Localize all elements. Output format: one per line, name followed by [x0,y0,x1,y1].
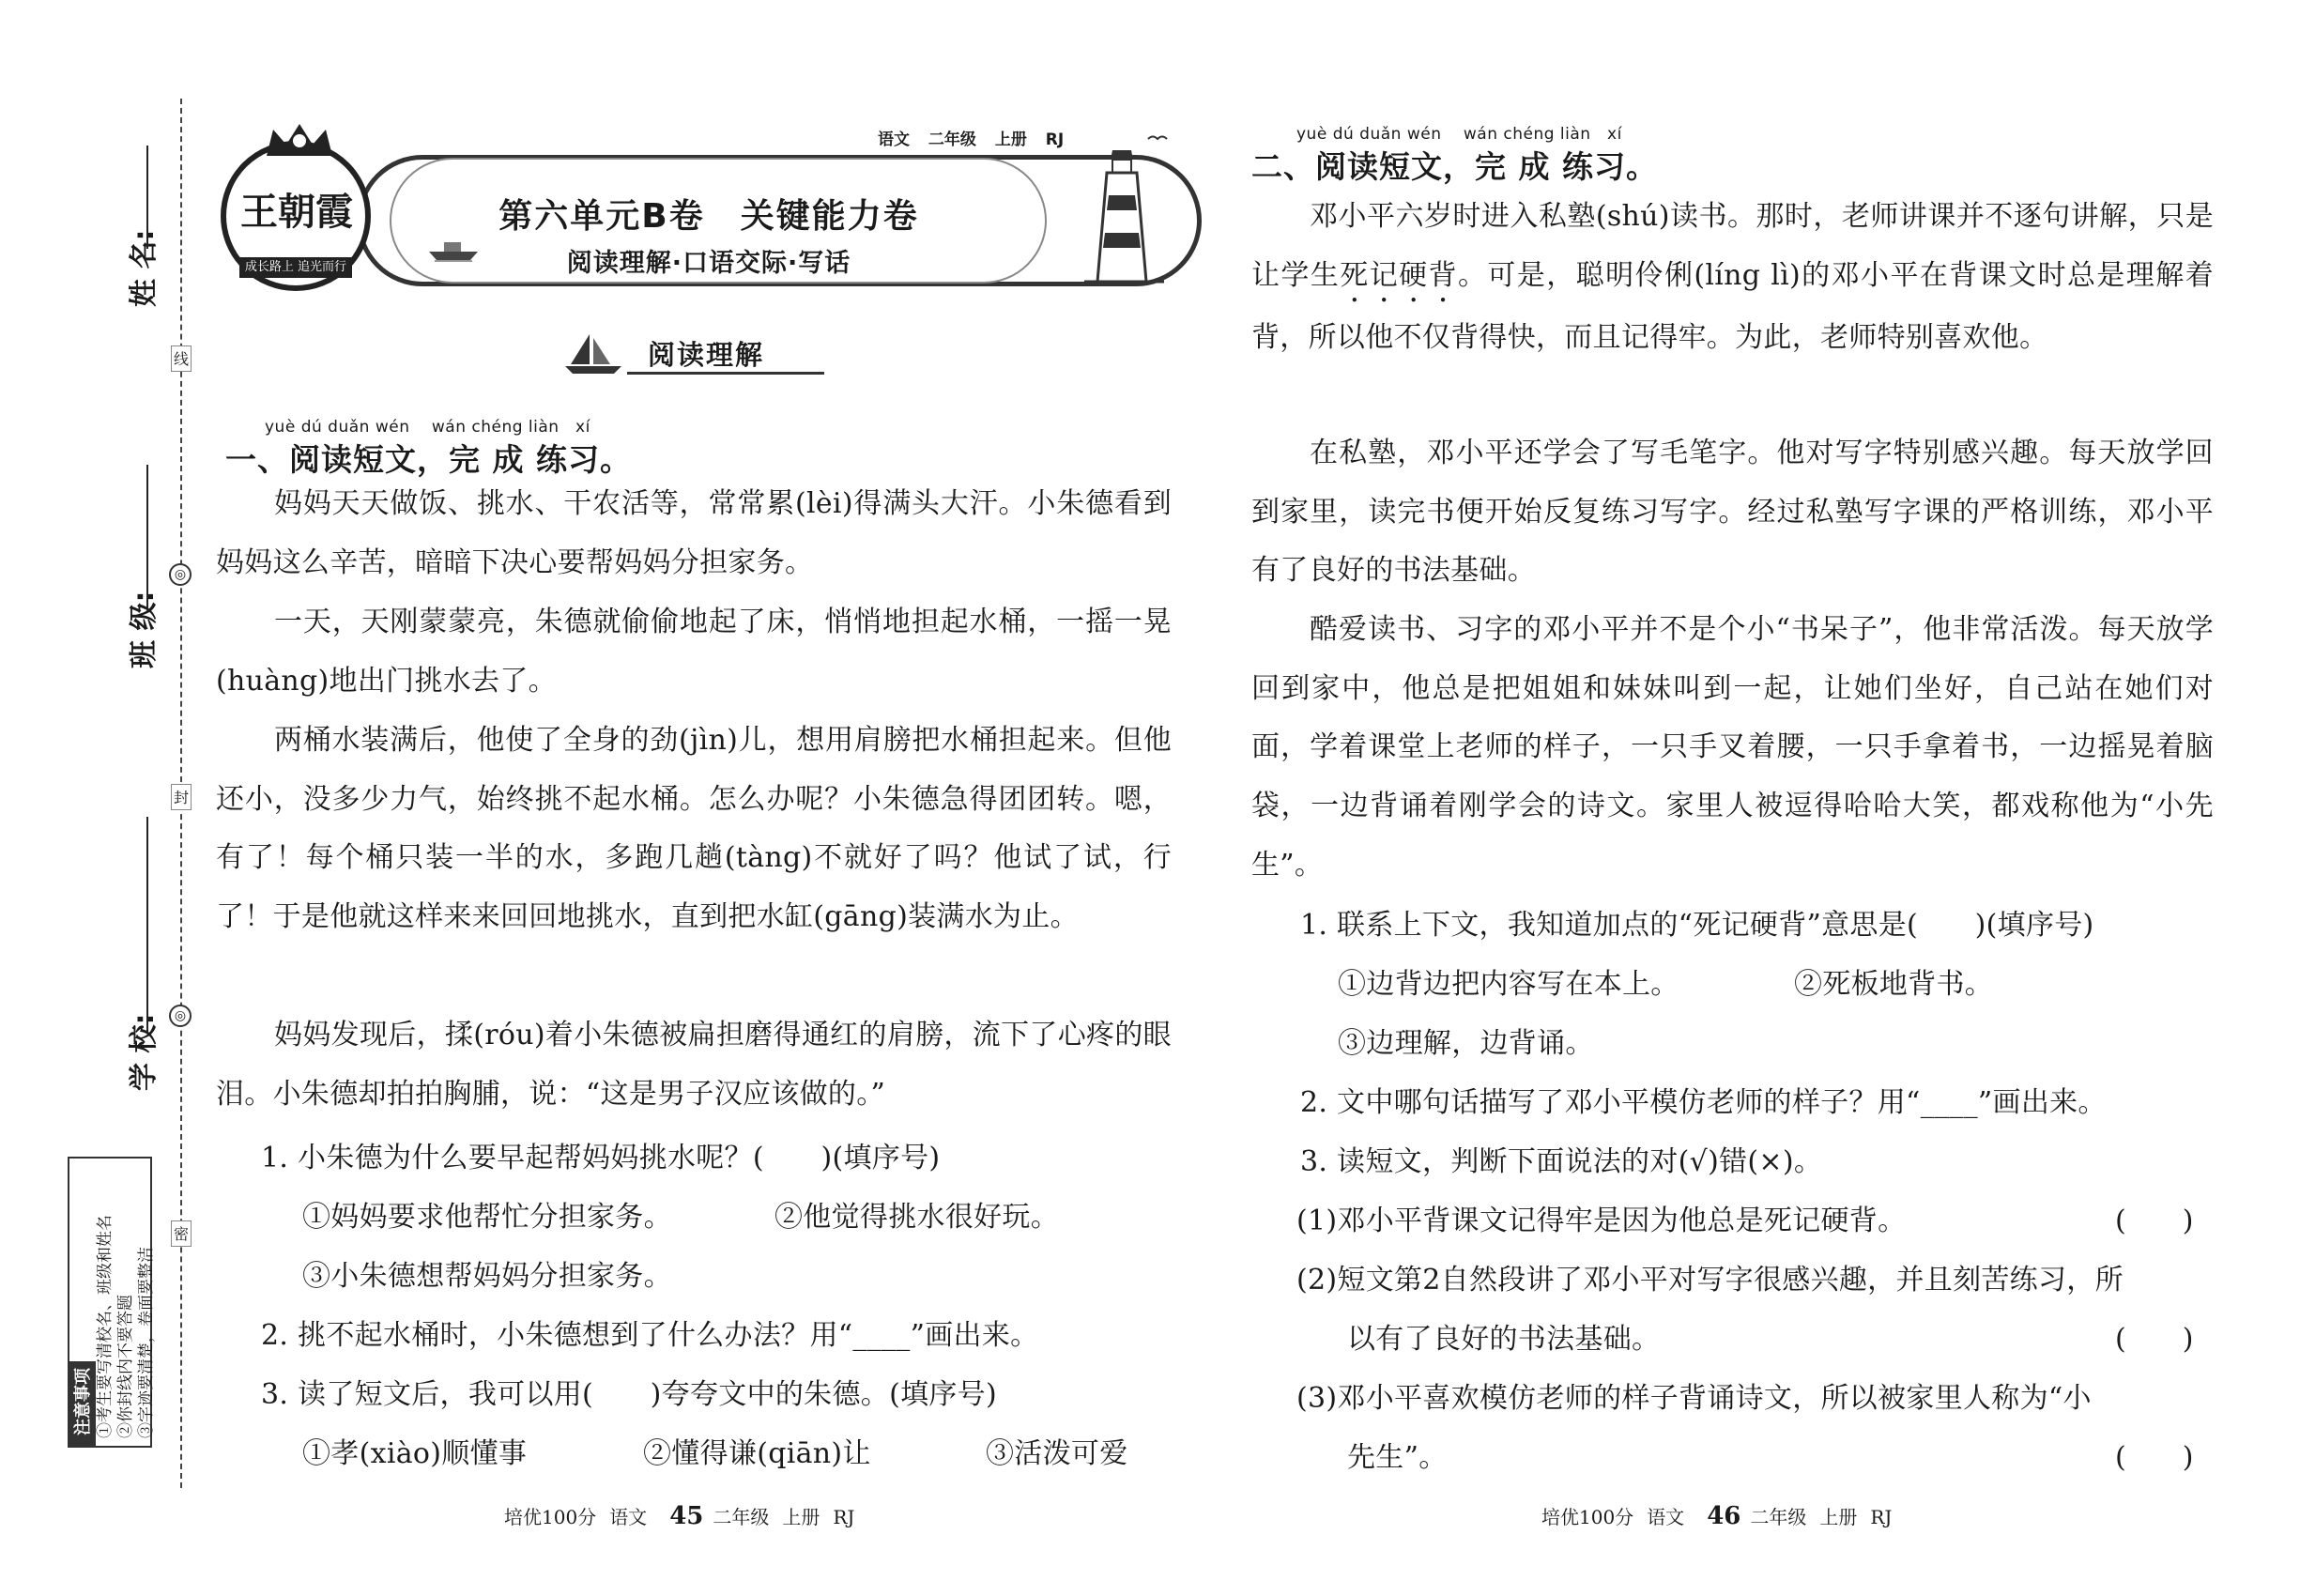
binding-mark-seal: 封 [171,784,192,810]
task-1-header [225,413,1164,479]
binding-mark-secret: 密 [171,1220,192,1247]
dotted-phrase: 死记硬背 [1340,258,1458,292]
section-underline [627,372,824,375]
option-2-1-1: ①边背边把内容写在本上。 [1338,968,1679,1001]
school-label: 学 校: [128,1013,161,1091]
judge-3-cont: 先生”。 [1347,1441,1448,1474]
judge-1: (1)邓小平背课文记得牢是因为他总是死记硬背。 [1296,1205,1907,1237]
name-underline [146,146,148,249]
option-1-3: ③小朱德想帮妈妈分担家务。 [302,1260,672,1293]
class-label: 班 级: [128,591,161,668]
page-title: 第六单元B卷 关键能力卷 [498,197,919,236]
brand-name: 王朝霞 [240,190,353,234]
meta-volume: 上册 [994,130,1027,149]
binding-hole-icon: ◎ [169,1005,192,1027]
passage-1-paragraph: 妈妈发现后，揉(róu)着小朱德被扁担磨得通红的肩膀，流下了心疼的眼泪。小朱德却拍拍胸脯，说：“这是男子汉应该做的。” [216,1019,1172,1111]
binding-hole-icon: ◎ [169,563,192,586]
class-field[interactable] [122,591,161,670]
question-3[interactable]: 3. 读了短文后，我可以用( )夸夸文中的朱德。(填序号) [261,1378,997,1411]
sailboat-icon [561,330,627,376]
passage-1-paragraph: 一天，天刚蒙蒙亮，朱德就偷偷地起了床，悄悄地担起水桶，一摇一晃(huàng)地出门挑水去了。 [216,606,1172,698]
passage-2-paragraph: 邓小平六岁时进入私塾(shú)读书。那时，老师讲课并不逐句讲解，只是让学生死记硬背。可是，聪明伶俐(líng lì)的邓小平在背课文时总是理解着背，所以他不仅背得快，而且记得牢。为此，老师特别喜欢他。 [1251,200,2214,354]
lighthouse-icon [1075,131,1169,286]
school-field[interactable] [122,1013,161,1093]
binding-mark-line: 线 [171,345,192,372]
footer-left: 培优100分 语文 45 二年级 上册 RJ [504,1502,855,1530]
passage-1-paragraph: 两桶水装满后，他使了全身的劲(jìn)儿，想用肩膀把水桶担起来。但他还小，没多少力气，始终挑不起水桶。怎么办呢？小朱德急得团团转。嗯，有了！每个桶只装一半的水，多跑几趟(tàng)不就好了吗？他试了试，行了！于是他就这样来来回回地挑水，直到把水缸(gāng)装满水为止。 [216,724,1172,934]
option-2-1-2: ②死板地背书。 [1794,968,1994,1001]
option-3-3: ③活泼可爱 [986,1437,1128,1470]
page-number: 45 [669,1502,704,1530]
question-2-1[interactable]: 1. 联系上下文，我知道加点的“死记硬背”意思是( )(填序号) [1300,909,2094,942]
meta-grade: 二年级 [928,130,976,149]
passage-2-paragraph: 在私塾，邓小平还学会了写毛笔字。他对写字特别感兴趣。每天放学回到家里，读完书便开始反复练习写字。经过私塾写字课的严格训练，邓小平有了良好的书法基础。 [1251,437,2214,588]
task-1-heading: 一、阅读短文，完 成 练习。 [225,441,632,478]
school-underline [146,817,148,1033]
option-2-1-3: ③边理解，边背诵。 [1338,1027,1594,1060]
judge-2-cont: 以有了良好的书法基础。 [1347,1323,1661,1356]
meta-subject: 语文 [878,130,910,149]
section-header [561,330,843,376]
binding-margin [0,0,192,1596]
judge-3-answer[interactable]: ( ) [2115,1441,2194,1474]
option-1-2: ②他觉得挑水很好玩。 [774,1201,1059,1234]
question-2-3[interactable]: 3. 读短文，判断下面说法的对(√)错(×)。 [1300,1145,1823,1178]
task-2-header [1251,120,2190,186]
class-underline [146,465,148,610]
footer-right: 培优100分 语文 46 二年级 上册 RJ [1541,1502,1893,1530]
option-1-1: ①妈妈要求他帮忙分担家务。 [302,1201,672,1234]
header-meta [878,126,1077,149]
question-2[interactable]: 2. 挑不起水桶时，小朱德想到了什么办法？用“____”画出来。 [261,1319,1039,1352]
crown-icon [262,120,337,158]
judge-3: (3)邓小平喜欢模仿老师的样子背诵诗文，所以被家里人称为“小 [1296,1382,2092,1415]
task-2-heading: 二、阅读短文，完 成 练习。 [1251,148,1658,185]
brand-ribbon: 成长路上 追光而行 [239,257,352,278]
passage-2-paragraph: 酷爱读书、习字的邓小平并不是个小“书呆子”，他非常活泼。每天放学回到家中，他总是把姐姐和妹妹叫到一起，让她们坐好，自己站在她们对面，学着课堂上老师的样子，一只手叉着腰，一只手拿着书，一边摇晃着脑袋，一边背诵着刚学会的诗文。家里人被逗得哈哈大笑，都戏称他为“小先生”。 [1251,613,2214,882]
page-subtitle: 阅读理解·口语交际·写话 [566,249,851,278]
notice-title: 注意事项 [73,1368,93,1435]
page-number: 46 [1707,1502,1741,1530]
meta-edition: RJ [1045,130,1065,149]
task-1-pinyin: yuè dú duǎn wén wán chéng liàn xí [265,418,590,437]
task-2-pinyin: yuè dú duǎn wén wán chéng liàn xí [1296,125,1622,144]
name-label: 姓 名: [128,229,161,307]
brand-logo [221,141,371,291]
judge-2: (2)短文第2自然段讲了邓小平对写字很感兴趣，并且刻苦练习，所 [1296,1264,2124,1297]
option-3-1: ①孝(xiào)顺懂事 [302,1437,528,1470]
ship-icon [425,235,482,263]
option-3-2: ②懂得谦(qiān)让 [643,1437,871,1470]
name-field[interactable] [122,229,161,309]
notice-box: 注意事项 ①考生要写清校名、班级和姓名 ②你封线内不要答题 ③字迹要清楚，卷面要整洁 [68,1157,152,1448]
judge-2-answer[interactable]: ( ) [2115,1323,2194,1356]
question-2-2[interactable]: 2. 文中哪句话描写了邓小平模仿老师的样子？用“____”画出来。 [1300,1086,2107,1119]
judge-1-answer[interactable]: ( ) [2115,1205,2194,1237]
question-1[interactable]: 1. 小朱德为什么要早起帮妈妈挑水呢？( )(填序号) [261,1142,941,1174]
section-title: 阅读理解 [648,339,765,371]
passage-1-paragraph: 妈妈天天做饭、挑水、干农活等，常常累(lèi)得满头大汗。小朱德看到妈妈这么辛苦，暗暗下决心要帮妈妈分担家务。 [216,487,1172,579]
exam-header [202,103,1188,296]
